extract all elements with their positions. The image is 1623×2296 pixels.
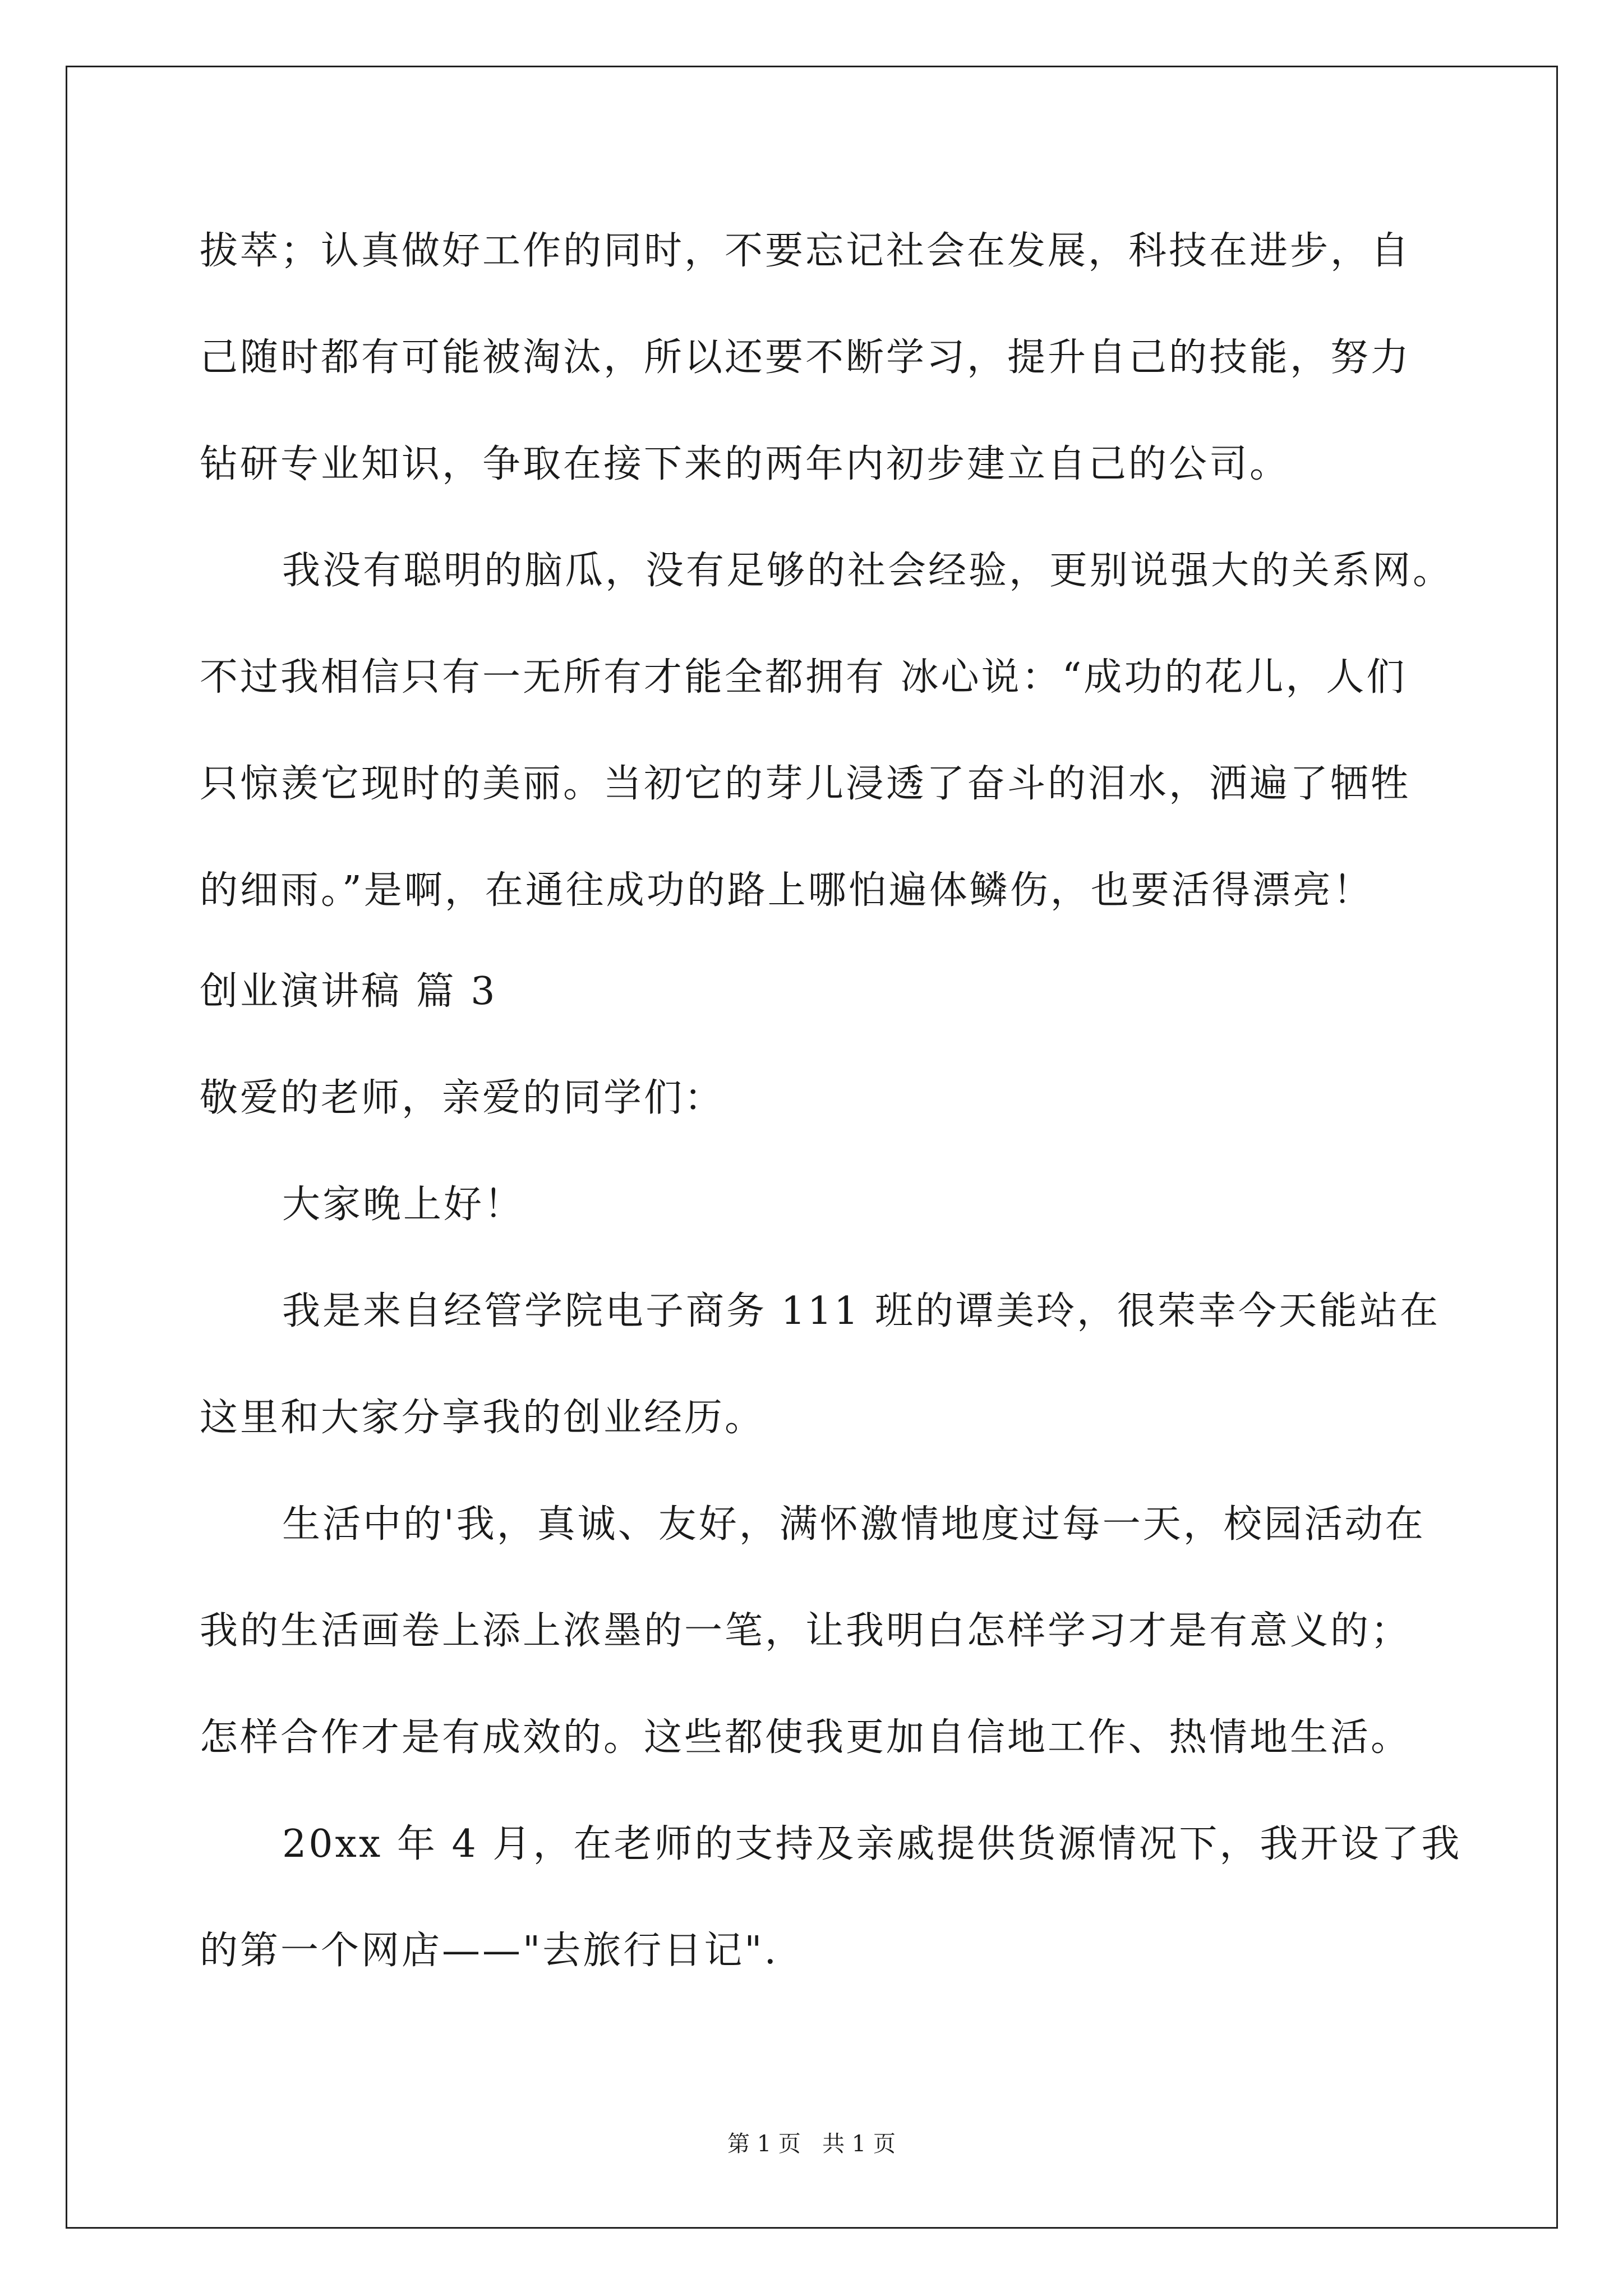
- text-line: 只惊羡它现时的美丽。当初它的芽儿浸透了奋斗的泪水，洒遍了牺牲: [200, 762, 1412, 806]
- page-footer: 第 1 页 共 1 页: [727, 2131, 896, 2157]
- paragraph-start: 生活中的'我，真诚、友好，满怀激情地度过每一天，校园活动在: [282, 1502, 1426, 1547]
- paragraph-start: 我是来自经管学院电子商务 111 班的谭美玲，很荣幸今天能站在: [282, 1289, 1441, 1333]
- salutation: 敬爱的老师，亲爱的同学们：: [200, 1076, 725, 1120]
- text-line: 怎样合作才是有成效的。这些都使我更加自信地工作、热情地生活。: [200, 1715, 1412, 1760]
- paragraph-start: 20xx 年 4 月，在老师的支持及亲戚提供货源情况下，我开设了我: [282, 1822, 1462, 1866]
- text-line: 钻研专业知识，争取在接下来的两年内初步建立自己的公司。: [200, 442, 1290, 486]
- greeting: 大家晚上好！: [282, 1182, 525, 1227]
- text-line: 的第一个网店——"去旅行日记".: [200, 1929, 779, 1973]
- section-heading: 创业演讲稿 篇 3: [200, 969, 497, 1014]
- text-line: 我的生活画卷上添上浓墨的一笔，让我明白怎样学习才是有意义的；: [200, 1609, 1412, 1653]
- text-line: 不过我相信只有一无所有才能全都拥有 冰心说：“成功的花儿，人们: [200, 655, 1407, 700]
- page-border: [66, 66, 1558, 2229]
- text-line: 这里和大家分享我的创业经历。: [200, 1396, 766, 1440]
- paragraph-start: 我没有聪明的脑瓜，没有足够的社会经验，更别说强大的关系网。: [282, 549, 1454, 593]
- text-line: 的细雨。”是啊，在通往成功的路上哪怕遍体鳞伤，也要活得漂亮！: [200, 868, 1373, 913]
- text-line: 己随时都有可能被淘汰，所以还要不断学习，提升自己的技能，努力: [200, 335, 1412, 380]
- text-line: 拔萃；认真做好工作的同时，不要忘记社会在发展，科技在进步，自: [200, 229, 1412, 273]
